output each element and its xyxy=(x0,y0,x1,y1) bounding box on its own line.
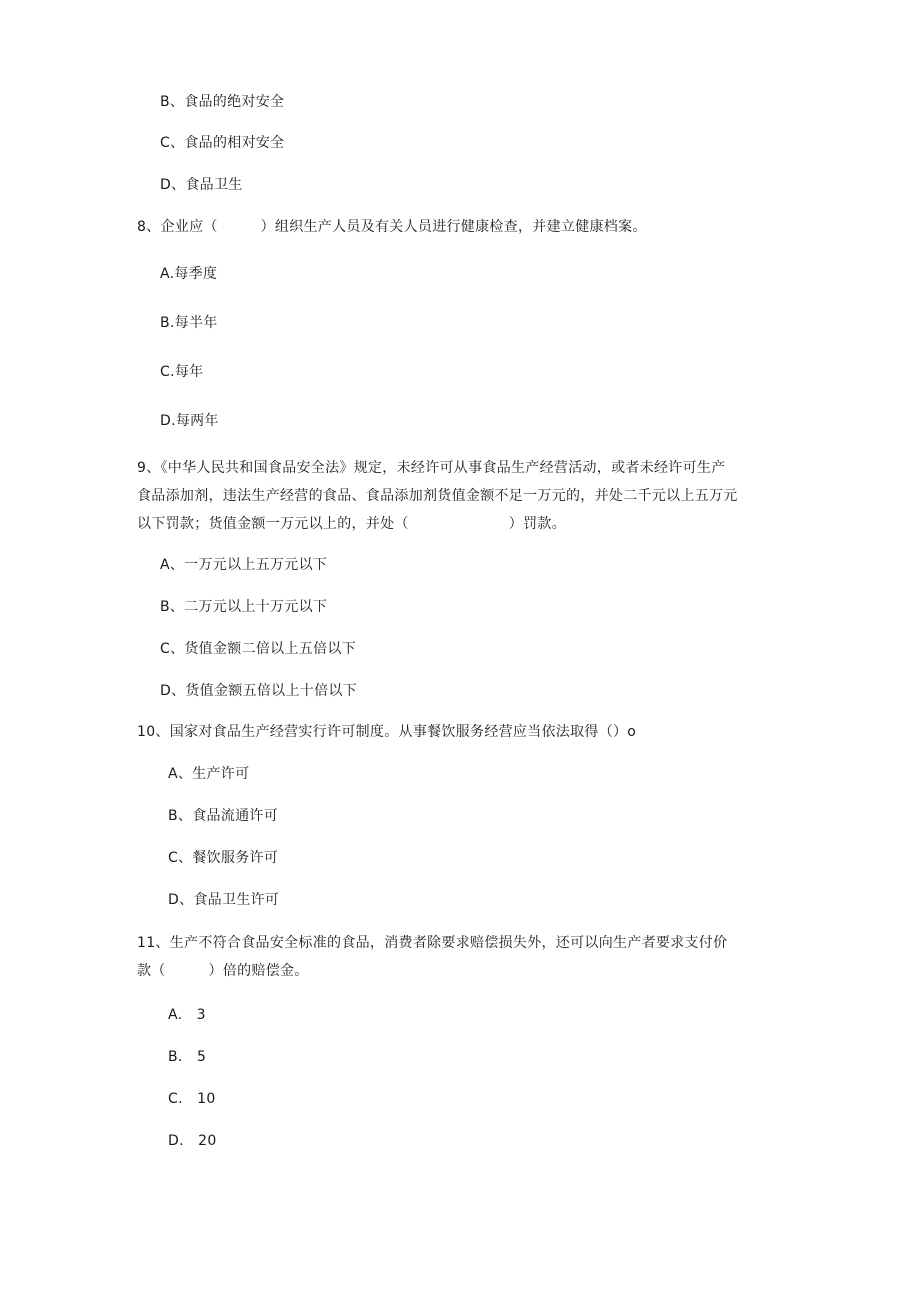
q11-option-c: C. 10 xyxy=(168,1091,216,1107)
q9-option-b: B、二万元以上十万元以下 xyxy=(160,599,328,615)
q10-option-b: B、食品流通许可 xyxy=(168,808,279,824)
q9-stem-line-3: 以下罚款；货值金额一万元以上的，并处（ ）罚款。 xyxy=(137,516,566,532)
q11-stem-line-2: 款（ ）倍的赔偿金。 xyxy=(137,963,309,979)
q8-option-a: A.每季度 xyxy=(160,266,218,282)
q7-option-d: D、食品卫生 xyxy=(160,177,243,193)
q10-option-a: A、生产许可 xyxy=(168,766,250,782)
q8-option-d: D.每两年 xyxy=(160,413,219,429)
q9-option-c: C、货值金额二倍以上五倍以下 xyxy=(160,641,356,657)
q8-option-c: C.每年 xyxy=(160,364,204,380)
q10-option-d: D、食品卫生许可 xyxy=(168,892,280,908)
q9-option-a: A、一万元以上五万元以下 xyxy=(160,557,328,573)
q7-option-c: C、食品的相对安全 xyxy=(160,135,285,151)
q8-stem: 8、企业应（ ）组织生产人员及有关人员进行健康检查，并建立健康档案。 xyxy=(137,219,647,235)
q11-option-a: A. 3 xyxy=(168,1007,206,1023)
q10-stem: 10、国家对食品生产经营实行许可制度。从事餐饮服务经营应当依法取得（）o xyxy=(137,724,637,740)
q8-option-b: B.每半年 xyxy=(160,315,218,331)
q11-option-b: B. 5 xyxy=(168,1049,207,1065)
q9-stem-line-1: 9、《中华人民共和国食品安全法》规定，未经许可从事食品生产经营活动，或者未经许可生产 xyxy=(137,460,726,476)
q10-option-c: C、餐饮服务许可 xyxy=(168,850,279,866)
q11-stem-line-1: 11、生产不符合食品安全标准的食品，消费者除要求赔偿损失外，还可以向生产者要求支付价 xyxy=(137,935,728,951)
q9-option-d: D、货值金额五倍以上十倍以下 xyxy=(160,683,357,699)
q11-option-d: D. 20 xyxy=(168,1133,217,1149)
q7-option-b: B、食品的绝对安全 xyxy=(160,94,285,110)
q9-stem-line-2: 食品添加剂，违法生产经营的食品、食品添加剂货值金额不足一万元的，并处二千元以上五万元 xyxy=(137,488,738,504)
